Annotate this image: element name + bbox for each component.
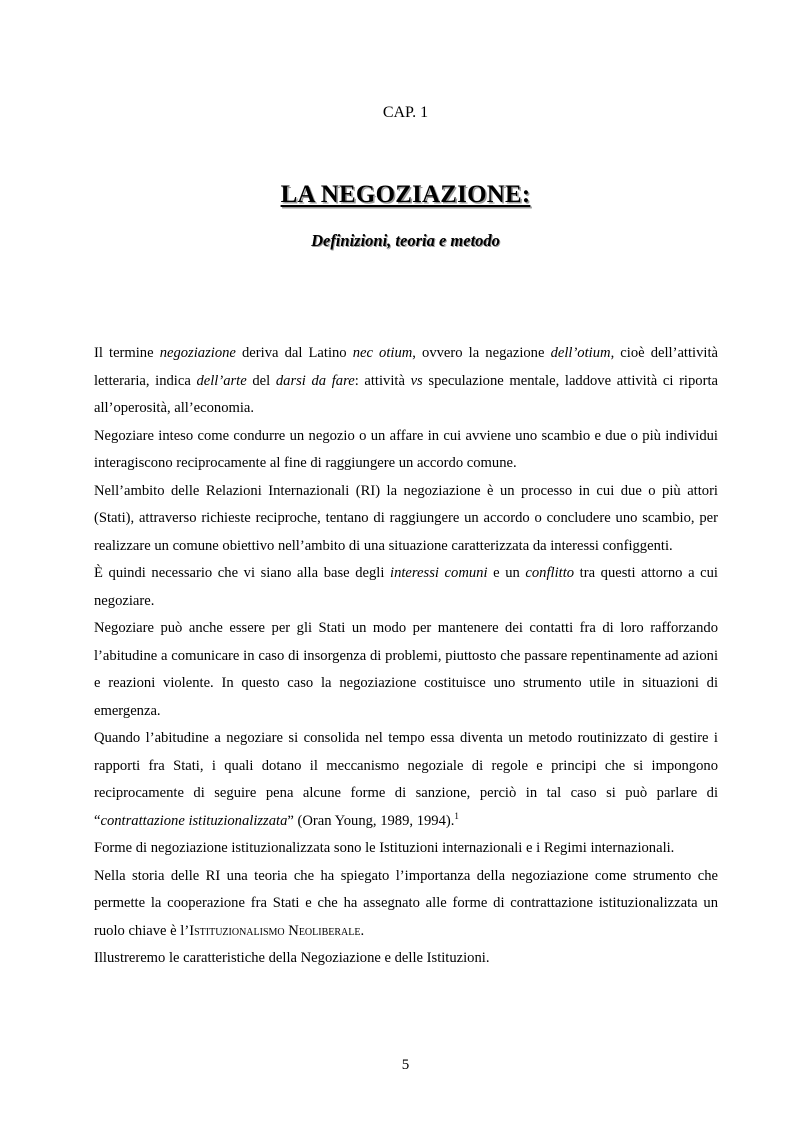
text-run: Quando l’abitudine a negoziare si consolida nel tempo essa diventa un metodo routinizzato di gestire i rapporti fra Stati, i quali dotano il meccanismo negoziale di regole e principi che si impongono reciprocamente di seguire pena alcune forme di sanzione, perciò in tal caso si può parlare di “: [94, 730, 718, 829]
text-run: È quindi necessario che vi siano alla base degli: [94, 565, 391, 581]
smallcaps-term: Istituzionalismo Neoliberale: [189, 922, 361, 939]
page-number: 5: [401, 1057, 410, 1073]
text-run: e un: [487, 565, 526, 581]
chapter-subtitle: Definizioni, teoria e metodo: [311, 231, 500, 250]
text-run: , ovvero la negazione: [412, 345, 551, 361]
italic-term: negoziazione: [159, 345, 236, 361]
paragraph-forms: Forme di negoziazione istituzionalizzata sono le Istituzioni internazionali e i Regimi internazionali.: [94, 840, 675, 856]
text-run: , cioè dell’attività letteraria, indica: [94, 345, 718, 389]
italic-term: nec otium: [352, 345, 413, 361]
footnote-marker[interactable]: 1: [454, 810, 459, 821]
italic-term: dell’otium: [550, 345, 611, 361]
text-run: del: [246, 372, 276, 389]
italic-term: darsi da fare: [275, 372, 355, 389]
text-run: ” (Oran Young, 1989, 1994).: [287, 812, 455, 829]
text-run: .: [360, 922, 365, 939]
italic-term: dell’arte: [196, 372, 247, 389]
paragraph-theory: [94, 863, 718, 946]
paragraph-interests: [94, 560, 718, 615]
paragraph-ir-definition: Nell’ambito delle Relazioni Internazionali (RI) la negoziazione è un processo in cui due o più attori (Stati), attraverso richieste reciproche, tentano di raggiungere un accordo o concludere uno scambio, per realizzare un comune obiettivo nell’ambito di una situazione caratterizzata da interessi configgenti.: [94, 482, 718, 554]
paragraph-routinization: [94, 725, 718, 835]
text-run: Nella storia delle RI una teoria che ha spiegato l’importanza della negoziazione come strumento che permette la cooperazione fra Stati e che ha assegnato alle forme di contrattazione istituzionalizzata un ruolo chiave è l’: [94, 867, 718, 939]
paragraph-conclusion: Illustreremo le caratteristiche della Negoziazione e delle Istituzioni.: [94, 950, 490, 966]
text-run: : attività: [354, 372, 411, 389]
text-run: Il termine: [94, 345, 160, 361]
chapter-label: CAP. 1: [382, 104, 429, 121]
paragraph-etymology: [94, 340, 718, 423]
text-run: tra questi attorno a cui negoziare.: [94, 565, 718, 609]
body-text: [94, 340, 718, 973]
italic-term: conflitto: [525, 565, 575, 581]
paragraph-contacts: Negoziare può anche essere per gli Stati un modo per mantenere dei contatti fra di loro rafforzando l’abitudine a comunicare in caso di insorgenza di problemi, piuttosto che passare repentinamente ad azioni e reazioni violente. In questo caso la negoziazione costituisce uno strumento utile in situazioni di emergenza.: [94, 620, 718, 719]
text-run: deriva dal Latino: [235, 345, 353, 361]
italic-term: contrattazione istituzionalizzata: [100, 812, 288, 829]
chapter-title: LA NEGOZIAZIONE:: [280, 181, 531, 208]
italic-term: interessi comuni: [390, 565, 488, 581]
italic-term: vs: [410, 372, 423, 389]
paragraph-definition: Negoziare inteso come condurre un negozio o un affare in cui avviene uno scambio e due o più individui interagiscono reciprocamente al fine di raggiungere un accordo comune.: [94, 427, 718, 471]
text-run: speculazione mentale, laddove attività ci riporta all’operosità, all’economia.: [94, 372, 718, 416]
